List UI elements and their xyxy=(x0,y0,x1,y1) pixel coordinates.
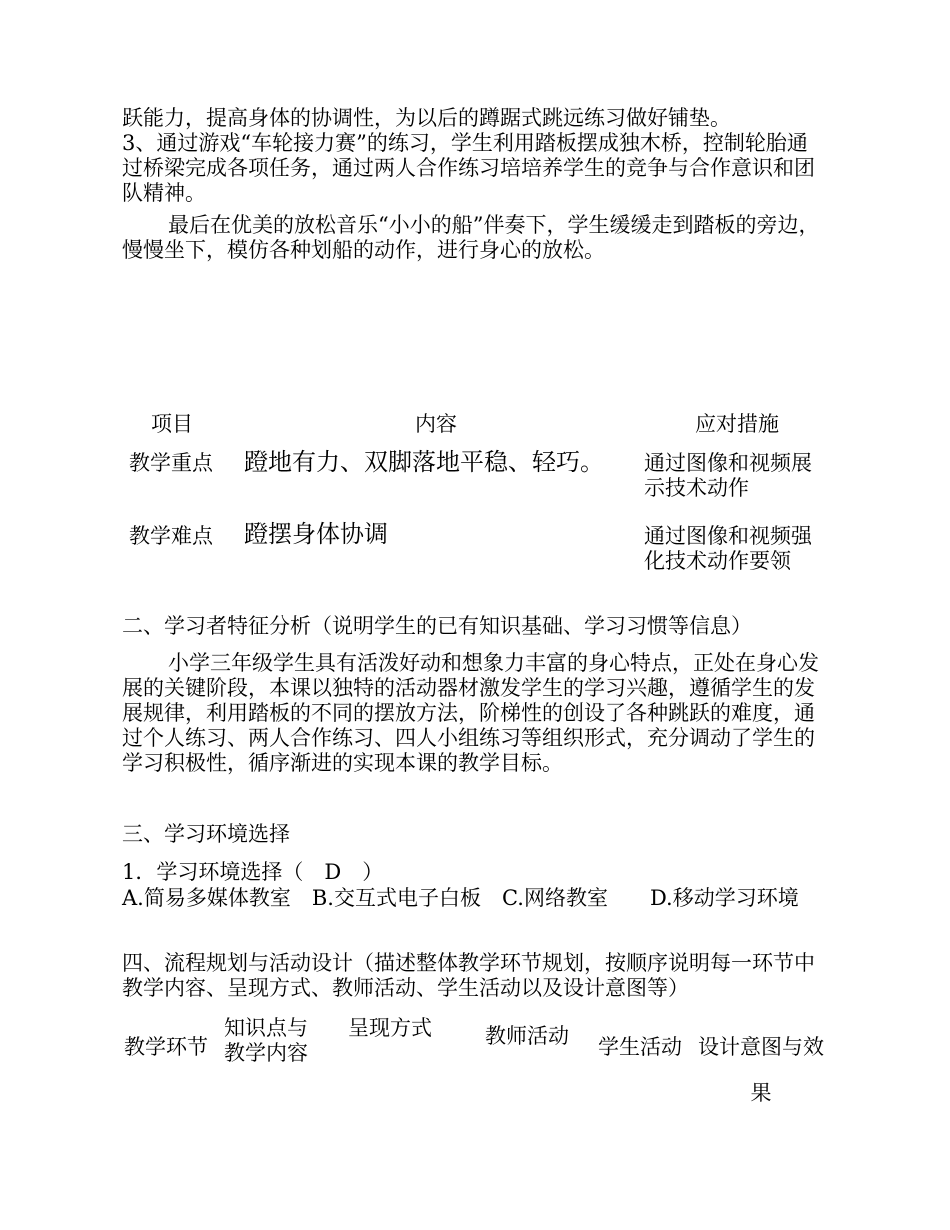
environment-options: A.简易多媒体教室 B.交互式电子白板 C.网络教室 D.移动学习环境 xyxy=(122,886,799,910)
key-table-row2-content: 蹬摆身体协调 xyxy=(244,520,388,548)
flow-header-teacher: 教师活动 xyxy=(485,1024,569,1048)
intro-paragraph-1: 跃能力，提高身体的协调性，为以后的蹲踞式跳远练习做好铺垫。 xyxy=(122,106,731,130)
flow-header-student: 学生活动 xyxy=(598,1035,682,1059)
key-table-header-item: 项目 xyxy=(151,412,193,436)
key-table-header-content: 内容 xyxy=(415,412,457,436)
environment-question: 1．学习环境选择（ D ） xyxy=(122,860,384,884)
flow-header-stage: 教学环节 xyxy=(124,1035,208,1059)
key-table-row1-content: 蹬地有力、双脚落地平稳、轻巧。 xyxy=(244,448,604,476)
key-table-header-measure: 应对措施 xyxy=(695,412,779,436)
intro-paragraph-3: 最后在优美的放松音乐“小小的船”伴奏下，学生缓缓走到踏板的旁边，慢慢坐下，模仿各种划船的动作，进行身心的放松。 xyxy=(122,213,820,262)
key-table-row2-measure: 通过图像和视频强化技术动作要领 xyxy=(644,524,812,573)
flow-header-intent: 设计意图与效果 xyxy=(698,1035,824,1105)
section2-body: 小学三年级学生具有活泼好动和想象力丰富的身心特点，正处在身心发展的关键阶段，本课以独特的活动器材激发学生的学习兴趣，遵循学生的发展规律，利用踏板的不同的摆放方法，阶梯性的创设了各种跳跃的难度，通过个人练习、两人合作练习、四人小组练习等组织形式，充分调动了学生的学习积极性，循序渐进的实现本课的教学目标。 xyxy=(122,651,819,775)
flow-header-presentation: 呈现方式 xyxy=(348,1016,432,1040)
intro-paragraph-2: 3、通过游戏“车轮接力赛”的练习，学生利用踏板摆成独木桥，控制轮胎通过桥梁完成各项任务，通过两人合作练习培培养学生的竞争与合作意识和团队精神。 xyxy=(122,131,815,205)
flow-header-knowledge: 知识点与教学内容 xyxy=(224,1016,308,1065)
key-table-row2-item: 教学难点 xyxy=(129,524,213,548)
section3-heading: 三、学习环境选择 xyxy=(122,822,290,846)
key-table-row1-measure: 通过图像和视频展示技术动作 xyxy=(644,451,812,500)
key-table-row1-item: 教学重点 xyxy=(129,451,213,475)
section2-heading: 二、学习者特征分析（说明学生的已有知识基础、学习习惯等信息） xyxy=(122,614,752,638)
section4-heading: 四、流程规划与活动设计（描述整体教学环节规划，按顺序说明每一环节中教学内容、呈现方式、教师活动、学生活动以及设计意图等） xyxy=(122,951,815,1000)
